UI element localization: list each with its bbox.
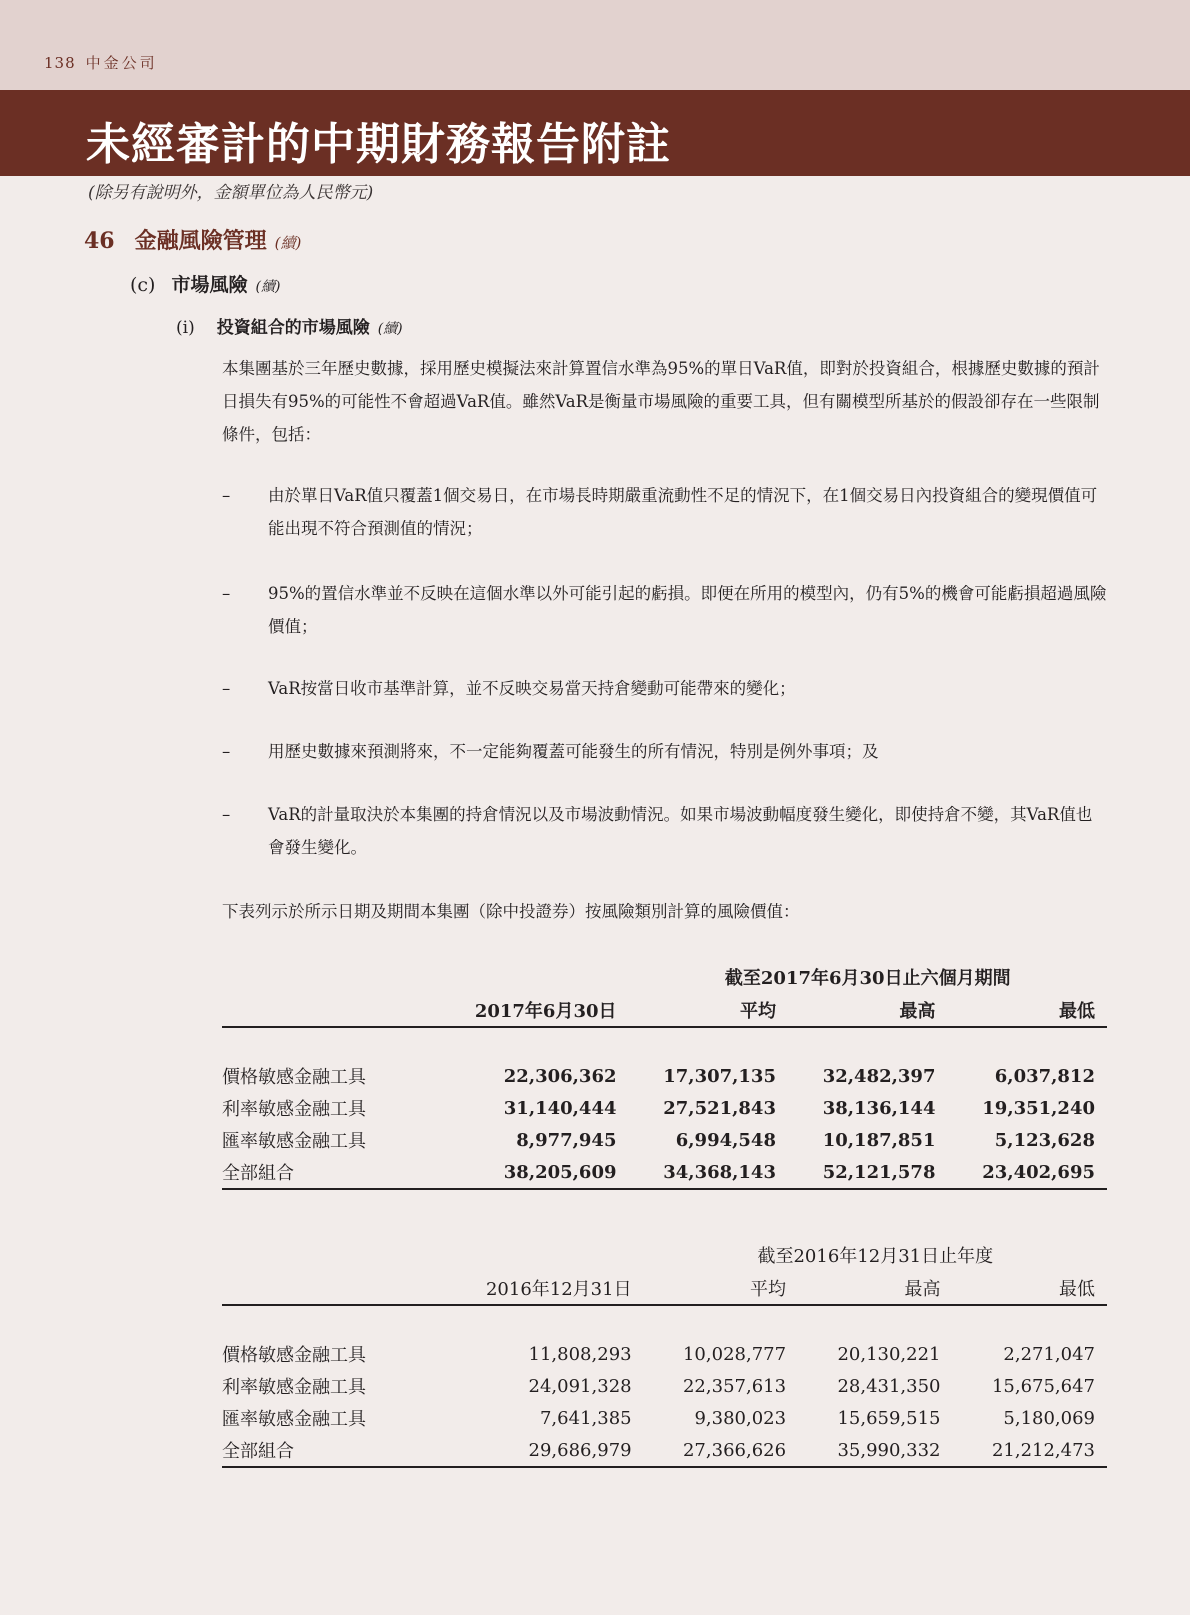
subsection-heading: [130, 270, 280, 297]
table-cell: 27,366,626: [644, 1434, 798, 1467]
table-cell: 52,121,578: [788, 1156, 947, 1189]
table-cell: 38,136,144: [822, 1097, 936, 1119]
column-header: 平均: [644, 1272, 798, 1305]
table-cell: 31,140,444: [503, 1097, 617, 1119]
bullet-dash: –: [222, 805, 231, 824]
bullet-dash: –: [222, 742, 231, 761]
currency-note: (除另有說明外，金額單位為人民幣元): [88, 183, 374, 203]
row-label: 價格敏感金融工具: [222, 1067, 366, 1088]
column-header: 最低: [947, 994, 1107, 1027]
table-cell: 10,028,777: [682, 1343, 787, 1365]
table-cell: 5,123,628: [994, 1129, 1095, 1151]
table-cell: 10,187,851: [822, 1129, 936, 1151]
table-row: [222, 1434, 1107, 1467]
table-row: [222, 1402, 1107, 1434]
header-band: [0, 0, 1190, 90]
table-cell: 15,675,647: [991, 1375, 1095, 1397]
row-label: 匯率敏感金融工具: [222, 1131, 366, 1152]
table-cell: 17,307,135: [663, 1065, 776, 1087]
table-intro: 下表列示於所示日期及期間本集團（除中投證券）按風險類別計算的風險價值：: [222, 902, 800, 921]
table-cell: 27,521,843: [663, 1097, 776, 1119]
var-table-2017: [222, 960, 1107, 1190]
table-cell: 35,990,332: [798, 1434, 952, 1467]
table-row: [222, 1156, 1107, 1189]
bullet-dash: –: [222, 679, 231, 698]
list-item: [222, 672, 1107, 705]
page-number: 138: [44, 54, 76, 72]
period-header: 截至2016年12月31日止年度: [757, 1246, 994, 1267]
table-cell: 5,180,069: [1003, 1407, 1095, 1429]
row-label: 全部組合: [222, 1156, 432, 1189]
section-heading: [84, 224, 301, 255]
subsubsection-heading: [176, 313, 403, 338]
table-cell: 19,351,240: [982, 1097, 1095, 1119]
row-label: 全部組合: [222, 1434, 432, 1467]
table-cell: 7,641,385: [539, 1407, 632, 1429]
list-item: [222, 577, 1107, 643]
section-title: 金融風險管理: [134, 228, 267, 254]
list-item-text: 95%的置信水準並不反映在這個水準以外可能引起的虧損。即便在所用的模型內，仍有5%的機會可能虧損超過風險價值；: [268, 584, 1107, 636]
table-row: [222, 1338, 1107, 1370]
intro-paragraph: 本集團基於三年歷史數據，採用歷史模擬法來計算置信水準為95%的單日VaR值，即對於投資組合，根據歷史數據的預計日損失有95%的可能性不會超過VaR值。雖然VaR是衡量市場風險的重要工具，但有關模型所基於的假設卻存在一些限制條件，包括：: [222, 359, 1100, 444]
table-cell: 22,357,613: [682, 1375, 787, 1397]
table-cell: 6,037,812: [994, 1065, 1095, 1087]
table-row: [222, 1370, 1107, 1402]
section-number: 46: [84, 228, 115, 254]
bullet-dash: –: [222, 486, 231, 505]
company-name: 中金公司: [85, 54, 158, 72]
var-table-2016: [222, 1238, 1107, 1468]
row-label: 利率敏感金融工具: [222, 1099, 366, 1120]
subsection-title: 市場風險: [171, 274, 248, 296]
table-row: [222, 1092, 1107, 1124]
table-cell: 23,402,695: [947, 1156, 1107, 1189]
period-header: 截至2017年6月30日止六個月期間: [724, 968, 1011, 989]
continued-label: (續): [255, 279, 281, 295]
column-header: 最高: [788, 994, 947, 1027]
table-cell: 29,686,979: [432, 1434, 644, 1467]
bullet-dash: –: [222, 584, 231, 603]
row-label: 利率敏感金融工具: [222, 1377, 366, 1398]
list-item: [222, 735, 1107, 768]
list-item: [222, 798, 1107, 864]
table-cell: 11,808,293: [528, 1343, 632, 1365]
subsection-marker: (c): [130, 274, 156, 296]
table-cell: 34,368,143: [629, 1156, 788, 1189]
title-bar: [0, 90, 1190, 176]
continued-label: (續): [377, 321, 403, 337]
table-cell: 9,380,023: [694, 1407, 787, 1429]
table-cell: 24,091,328: [528, 1375, 632, 1397]
row-label: 價格敏感金融工具: [222, 1345, 366, 1366]
row-label: 匯率敏感金融工具: [222, 1409, 366, 1430]
table-row: [222, 1060, 1107, 1092]
table-cell: 21,212,473: [953, 1434, 1108, 1467]
table-cell: 15,659,515: [837, 1407, 941, 1429]
column-header: 2016年12月31日: [432, 1272, 644, 1305]
subsubsection-marker: (i): [176, 318, 195, 338]
table-cell: 6,994,548: [675, 1129, 776, 1151]
column-header: 平均: [629, 994, 788, 1027]
running-header: [44, 52, 158, 73]
column-header: 最高: [798, 1272, 952, 1305]
list-item-text: 由於單日VaR值只覆蓋1個交易日，在市場長時期嚴重流動性不足的情況下，在1個交易日內投資組合的變現價值可能出現不符合預測值的情況；: [268, 486, 1098, 538]
table-cell: 28,431,350: [837, 1375, 941, 1397]
list-item-text: VaR的計量取決於本集團的持倉情況以及市場波動情況。如果市場波動幅度發生變化，即使持倉不變，其VaR值也會發生變化。: [268, 805, 1093, 857]
table-cell: 8,977,945: [516, 1129, 617, 1151]
table-cell: 32,482,397: [822, 1065, 936, 1087]
table-cell: 22,306,362: [503, 1065, 617, 1087]
list-item-text: VaR按當日收市基準計算，並不反映交易當天持倉變動可能帶來的變化；: [268, 679, 796, 698]
column-header: 2017年6月30日: [432, 994, 629, 1027]
list-item-text: 用歷史數據來預測將來，不一定能夠覆蓋可能發生的所有情況，特別是例外事項；及: [268, 742, 879, 761]
continued-label: (續): [274, 234, 302, 252]
table-row: [222, 1124, 1107, 1156]
table-cell: 2,271,047: [1003, 1343, 1095, 1365]
page-title: 未經審計的中期財務報告附註: [86, 119, 671, 170]
table-cell: 38,205,609: [432, 1156, 629, 1189]
subsubsection-title: 投資組合的市場風險: [216, 318, 370, 338]
column-header: 最低: [953, 1272, 1108, 1305]
list-item: [222, 479, 1107, 545]
table-cell: 20,130,221: [837, 1343, 941, 1365]
